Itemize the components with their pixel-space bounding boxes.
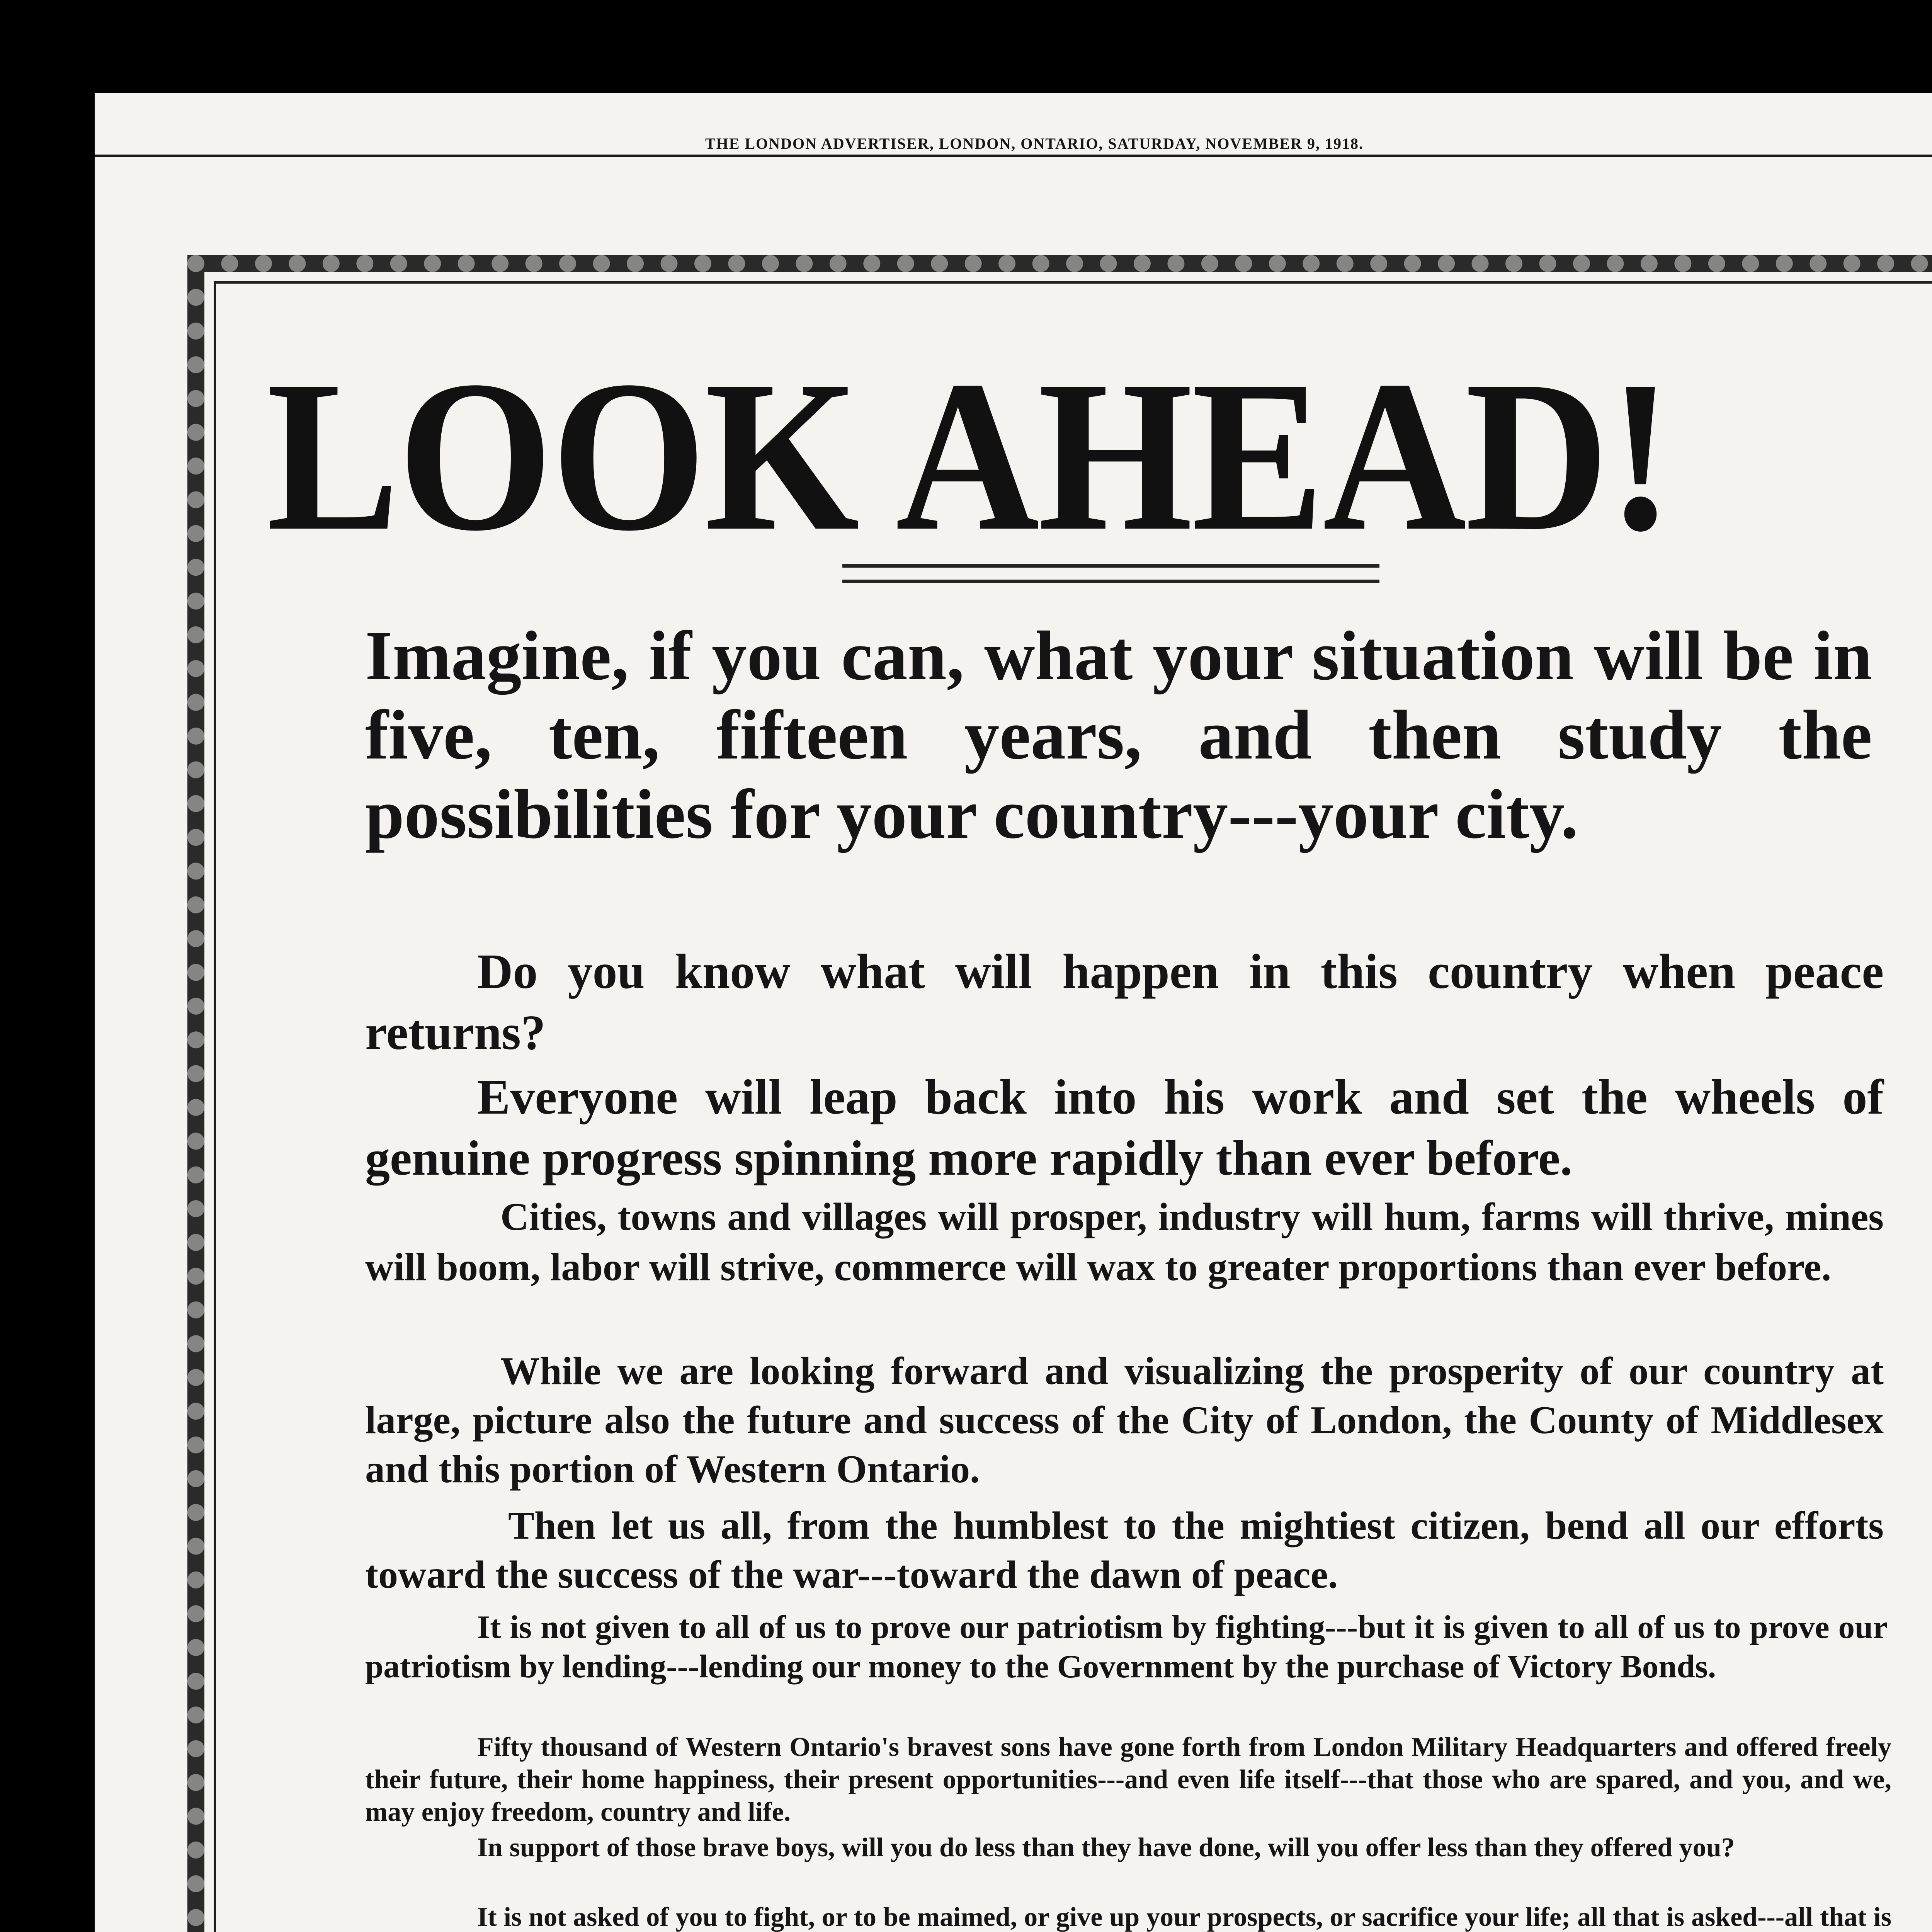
- ad-paragraph-3: Everyone will leap back into his work and set the wheels of genuine progress spinning more rapidly than ever before.: [365, 1070, 1884, 1185]
- ad-paragraph-7: It is not given to all of us to prove our patriotism by fighting---but it is given to all of us to prove our patriotism by lending---lending our money to the Government by the purchase of Victory Bonds.: [365, 1609, 1888, 1685]
- ad-paragraph-9: In support of those brave boys, will you do less than they have done, will you offer less than they offered you?: [477, 1833, 1735, 1862]
- ad-paragraph-4: Cities, towns and villages will prosper, industry will hum, farms will thrive, mines will boom, labor will strive, commerce will wax to greater proportions than ever before.: [365, 1195, 1884, 1289]
- headline-rule-upper: [842, 564, 1379, 568]
- ad-paragraph-2: Do you know what will happen in this country when peace returns?: [365, 944, 1884, 1060]
- ad-headline: LOOK AHEAD!: [267, 336, 1672, 576]
- headline-rule-lower: [842, 580, 1379, 583]
- masthead-line: THE LONDON ADVERTISER, LONDON, ONTARIO, SATURDAY, NOVEMBER 9, 1918.: [705, 135, 1364, 152]
- ad-paragraph-1: Imagine, if you can, what your situation will be in five, ten, fifteen years, and then study the possibilities for your country---your city.: [365, 617, 1872, 853]
- ad-paragraph-6: Then let us all, from the humblest to the mightiest citizen, bend all our efforts toward the success of the war---toward the dawn of peace.: [365, 1504, 1884, 1597]
- ad-paragraph-10: It is not asked of you to fight, or to be maimed, or give up your prospects, or sacrifice your life; all that is asked---all that is: [477, 1902, 1891, 1932]
- masthead-rule: [95, 155, 1932, 157]
- ad-paragraph-8: Fifty thousand of Western Ontario's bravest sons have gone forth from London Military Headquarters and offered freely their future, their home happiness, their present opportunities---and even life itself---that those who are spared, and you, and we, may enjoy freedom, country and life.: [365, 1732, 1891, 1827]
- ad-paragraph-5: While we are looking forward and visualizing the prosperity of our country at large, picture also the future and success of the City of London, the County of Middlesex and this portion of Western Ontario.: [365, 1349, 1884, 1491]
